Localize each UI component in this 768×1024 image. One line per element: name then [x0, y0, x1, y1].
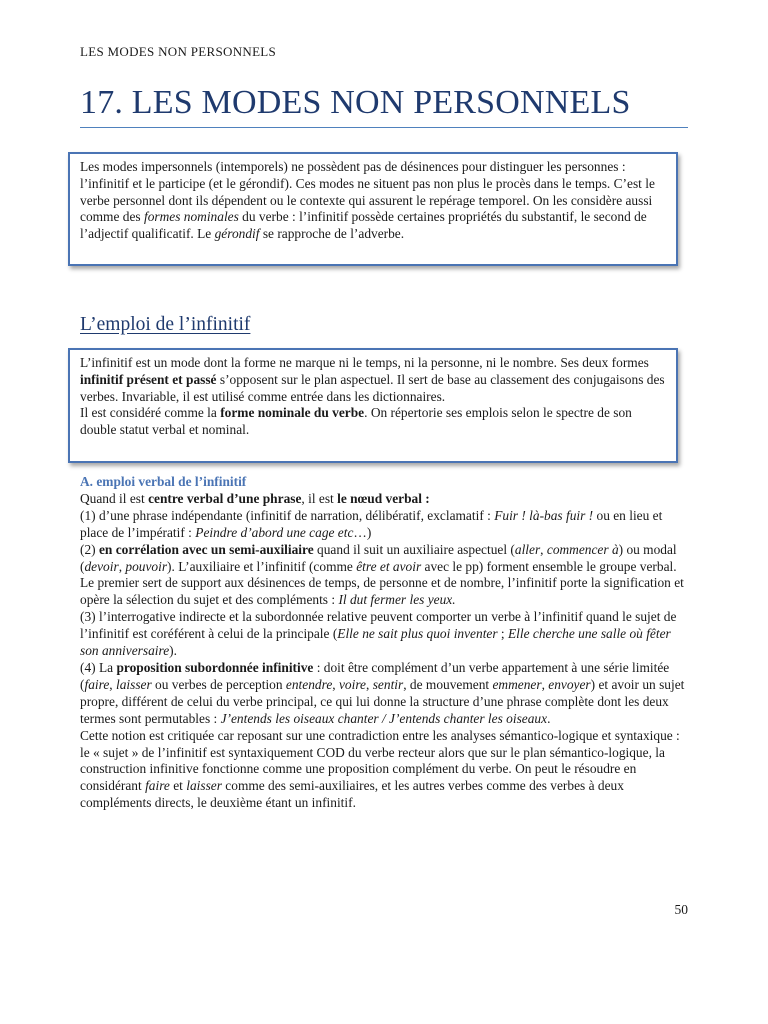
- subheading: A. emploi verbal de l’infinitif: [80, 474, 247, 489]
- paragraph-intro: Quand il est centre verbal d’une phrase, il est le nœud verbal :: [80, 490, 430, 506]
- paragraph-1: (1) d’une phrase indépendante (infinitif de narration, délibératif, exclamatif : Fuir ! là-bas fuir ! ou en lieu et place de l’impératif : Peindre d’abord une cage etc…): [80, 507, 663, 540]
- infinitif-paragraph-1: L’infinitif est un mode dont la forme ne marque ni le temps, ni la personne, ni le nombre. Ses deux formes infinitif présent et passé s’opposent sur le plan aspectuel. Il sert de base au classement des conjugaisons des verbes. Invariable, il est utilisé comme entrée dans les dictionnaires.: [80, 355, 665, 404]
- intro-box: [68, 152, 678, 266]
- paragraph-3: (3) l’interrogative indirecte et la subordonnée relative peuvent comporter un verbe à l’infinitif quand le sujet de l’infinitif est coréférent à celui de la principale (Elle ne sait plus quoi inventer ; Elle cherche une salle où fêter son anniversaire).: [80, 609, 677, 659]
- chapter-title: 17. LES MODES NON PERSONNELS: [80, 84, 631, 121]
- section-heading: L’emploi de l’infinitif: [80, 314, 251, 335]
- body-text: [80, 474, 690, 812]
- intro-paragraph: Les modes impersonnels (intemporels) ne possèdent pas de désinences pour distinguer les personnes : l’infinitif et le participe (et le gérondif). Ces modes ne situent pas non plus le procès dans le temps. C’est le verbe personnel dont ils dépendent ou le contexte qui assurent le repérage temporel. On les considère aussi comme des formes nominales du verbe : l’infinitif possède certaines propriétés du substantif, le second de l’adjectif qualificatif. Le gérondif se rapproche de l’adverbe.: [80, 159, 655, 242]
- running-head: LES MODES NON PERSONNELS: [80, 44, 277, 59]
- paragraph-2: (2) en corrélation avec un semi-auxiliaire quand il suit un auxiliaire aspectuel (aller, commencer à) ou modal (devoir, pouvoir). L’auxiliaire et l’infinitif (comme être et avoir avec le pp) forment ensemble le groupe verbal. Le premier sert de support aux désinences de temps, de personne et de nombre, l’infinitif porte la signification et opère la sélection du sujet et des compléments : Il dut fermer les yeux.: [80, 541, 684, 608]
- infinitif-box: [68, 348, 678, 463]
- paragraph-critique: Cette notion est critiquée car reposant sur une contradiction entre les analyses sémantico-logique et syntaxique : le « sujet » de l’infinitif est syntaxiquement COD du verbe recteur alors que sur le plan sémantico-logique, la construction infinitive fonctionne comme une proposition complément du verbe. On peut le résoudre en considérant faire et laisser comme des semi-auxiliaires, et les autres verbes comme des verbes à deux compléments directs, le deuxième étant un infinitif.: [80, 727, 680, 811]
- page-number: 50: [674, 902, 688, 917]
- title-rule: [80, 127, 688, 128]
- paragraph-4: (4) La proposition subordonnée infinitive : doit être complément d’un verbe appartement à une série limitée (faire, laisser ou verbes de perception entendre, voire, sentir, de mouvement emmener, envoyer) et avoir un sujet propre, différent de celui du verbe principal, ce qui lui donne la structure d’une phrase complète dont les deux termes sont permutables : J’entends les oiseaux chanter / J’entends chanter les oiseaux.: [80, 659, 685, 726]
- infinitif-paragraph-2: Il est considéré comme la forme nominale du verbe. On répertorie ses emplois selon le spectre de son double statut verbal et nominal.: [80, 405, 632, 438]
